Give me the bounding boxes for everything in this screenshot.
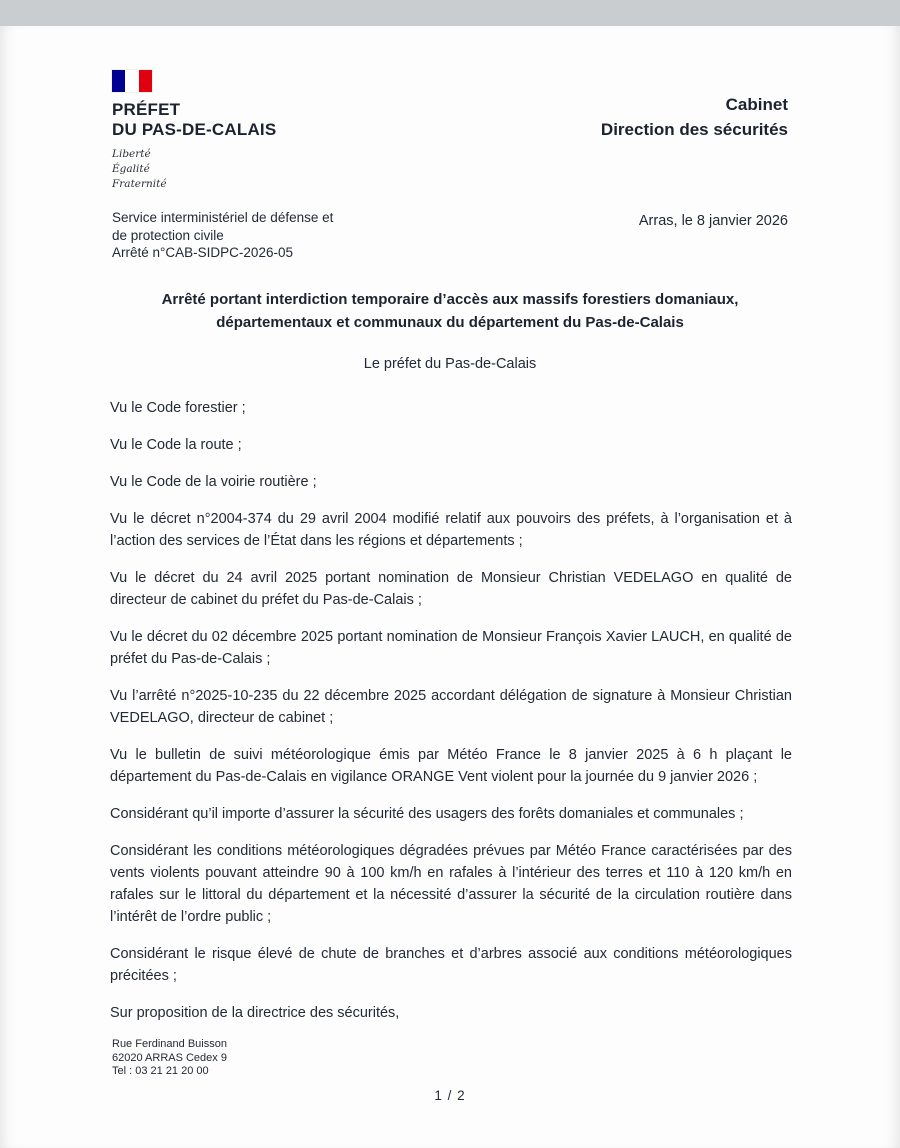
office-line-cabinet: Cabinet [725,95,788,114]
motto-fraternite: Fraternité [112,178,167,190]
paragraph-vu-arrete-delegation: Vu l’arrêté n°2025-10-235 du 22 décembre 2025 accordant délégation de signature à Monsieur Christian VEDELAGO, directeur de cabinet ; [110,688,792,726]
document-subtitle: Le préfet du Pas-de-Calais [363,356,537,372]
footer-address [112,1038,227,1079]
prefecture-logo-block [112,70,352,192]
address-phone: Tel : 03 21 21 20 00 [112,1065,209,1077]
photo-backdrop-strip [0,0,900,26]
institution-name-line2: DU PAS-DE-CALAIS [112,120,277,139]
paragraph-considerant-risque-chute: Considérant le risque élevé de chute de branches et d’arbres associé aux conditions météorologiques précitées ; [110,946,792,984]
flag-white-stripe [125,70,138,92]
flag-blue-stripe [112,70,125,92]
service-reference-block [112,209,333,262]
flag-red-stripe [139,70,152,92]
arrete-number: Arrêté n°CAB-SIDPC-2026-05 [112,245,293,260]
paragraph-sur-proposition: Sur proposition de la directrice des sécurités, [110,1005,400,1021]
page-number: 1 / 2 [434,1088,466,1103]
document-title: Arrêté portant interdiction temporaire d’accès aux massifs forestiers domaniaux, départementaux et communaux du département du Pas-de-Calais [161,291,739,331]
paragraph-vu-decret-2004: Vu le décret n°2004-374 du 29 avril 2004 modifié relatif aux pouvoirs des préfets, à l’organisation et à l’action des services de l’État dans les régions et départements ; [110,511,792,549]
address-city: 62020 ARRAS Cedex 9 [112,1051,227,1064]
paragraph-vu-decret-avril-2025: Vu le décret du 24 avril 2025 portant nomination de Monsieur Christian VEDELAGO en qualité de directeur de cabinet du préfet du Pas-de-Calais ; [110,570,792,608]
paragraph-vu-bulletin-meteo: Vu le bulletin de suivi météorologique émis par Météo France le 8 janvier 2025 à 6 h plaçant le département du Pas-de-Calais en vigilance ORANGE Vent violent pour la journée du 9 janvier 2026 ; [110,747,792,785]
paragraph-vu-decret-decembre-2025: Vu le décret du 02 décembre 2025 portant nomination de Monsieur François Xavier LAUCH, en qualité de préfet du Pas-de-Calais ; [110,629,792,667]
paragraph-vu-code-route: Vu le Code la route ; [110,437,242,453]
french-flag-icon [112,70,152,92]
address-street: Rue Ferdinand Buisson [112,1038,227,1050]
motto-egalite: Égalité [112,163,150,175]
republic-motto [112,147,352,192]
institution-name-line1: PRÉFET [112,100,181,119]
office-line-direction: Direction des sécurités [600,120,788,139]
service-line-2: de protection civile [112,227,224,243]
service-line-1: Service interministériel de défense et [112,210,334,225]
paragraph-considerant-securite: Considérant qu’il importe d’assurer la sécurité des usagers des forêts domaniales et communales ; [110,806,744,822]
motto-liberte: Liberté [112,148,151,160]
paragraph-vu-code-voirie: Vu le Code de la voirie routière ; [110,474,317,490]
document-page [0,26,900,1148]
dateline: Arras, le 8 janvier 2026 [638,213,788,229]
paragraph-vu-code-forestier: Vu le Code forestier ; [110,400,246,416]
document-body [110,397,792,1039]
paragraph-considerant-conditions-meteo: Considérant les conditions météorologiques dégradées prévues par Météo France caractérisées par des vents violents pouvant atteindre 90 à 100 km/h en rafales à l’intérieur des terres et 110 à 120 km/h en rafales sur le littoral du département et la nécessité d’assurer la sécurité de la circulation routière dans l’intérêt de l’ordre public ; [110,843,792,925]
issuing-office [601,92,788,142]
